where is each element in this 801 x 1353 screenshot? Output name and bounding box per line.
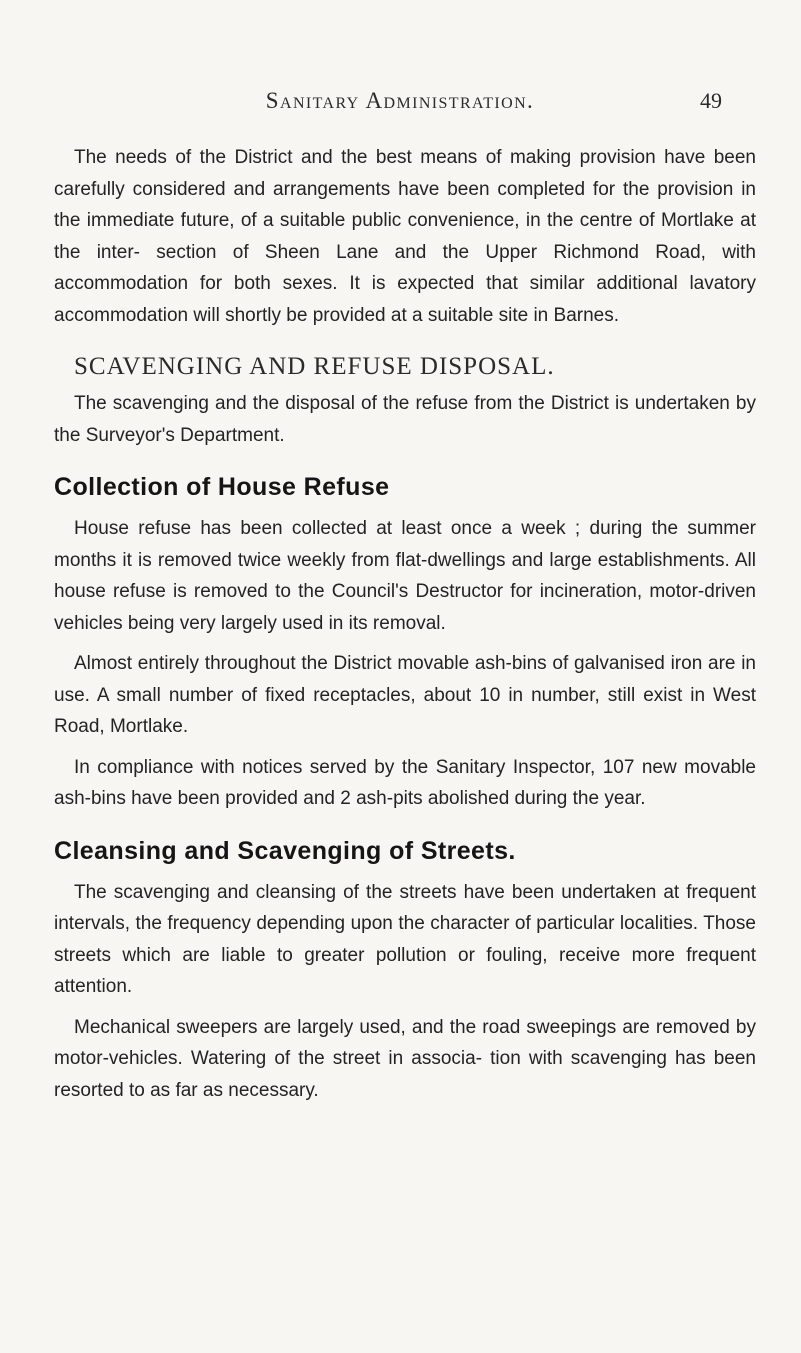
section-heading-scavenging: SCAVENGING AND REFUSE DISPOSAL. <box>74 353 555 380</box>
cleansing-paragraph-2: Mechanical sweepers are largely used, and the road sweepings are removed by motor-vehicles. Watering of the street in associa- tion with scavenging has been resorted to as far as necessary. <box>54 1016 756 1101</box>
running-head <box>0 88 801 128</box>
section-heading-collection: Collection of House Refuse <box>54 473 390 501</box>
section-heading-cleansing: Cleansing and Scavenging of Streets. <box>54 836 516 865</box>
running-title: Sanitary Administration. <box>265 88 535 113</box>
scavenging-paragraph: The scavenging and the disposal of the refuse from the District is undertaken by the Surveyor's Department. <box>54 393 756 446</box>
collection-paragraph-2: Almost entirely throughout the District movable ash-bins of galvanised iron are in use. A small number of fixed receptacles, about 10 in number, still exist in West Road, Mortlake. <box>54 653 756 737</box>
page-body <box>54 142 756 1106</box>
cleansing-paragraph-1: The scavenging and cleansing of the streets have been undertaken at frequent intervals, the frequency depending upon the character of particular localities. Those streets which are liable to greater pollution or fouling, receive more frequent attention. <box>54 881 756 997</box>
collection-paragraph-3: In compliance with notices served by the Sanitary Inspector, 107 new movable ash-bins have been provided and 2 ash-pits abolished during the year. <box>54 756 756 809</box>
collection-paragraph-1: House refuse has been collected at least once a week ; during the summer months it is removed twice weekly from flat-dwellings and large establishments. All house refuse is removed to the Council's Destructor for incineration, motor-driven vehicles being very largely used in its removal. <box>54 518 756 634</box>
intro-paragraph: The needs of the District and the best means of making provision have been carefully considered and arrangements have been completed for the provision in the immediate future, of a suitable public convenience, in the centre of Mortlake at the inter- section of Sheen Lane and the Upper Richmond Road, with accommodation for both sexes. It is expected that similar additional lavatory accommodation will shortly be provided at a suitable site in Barnes. <box>54 147 756 326</box>
page-number: 49 <box>700 88 722 113</box>
